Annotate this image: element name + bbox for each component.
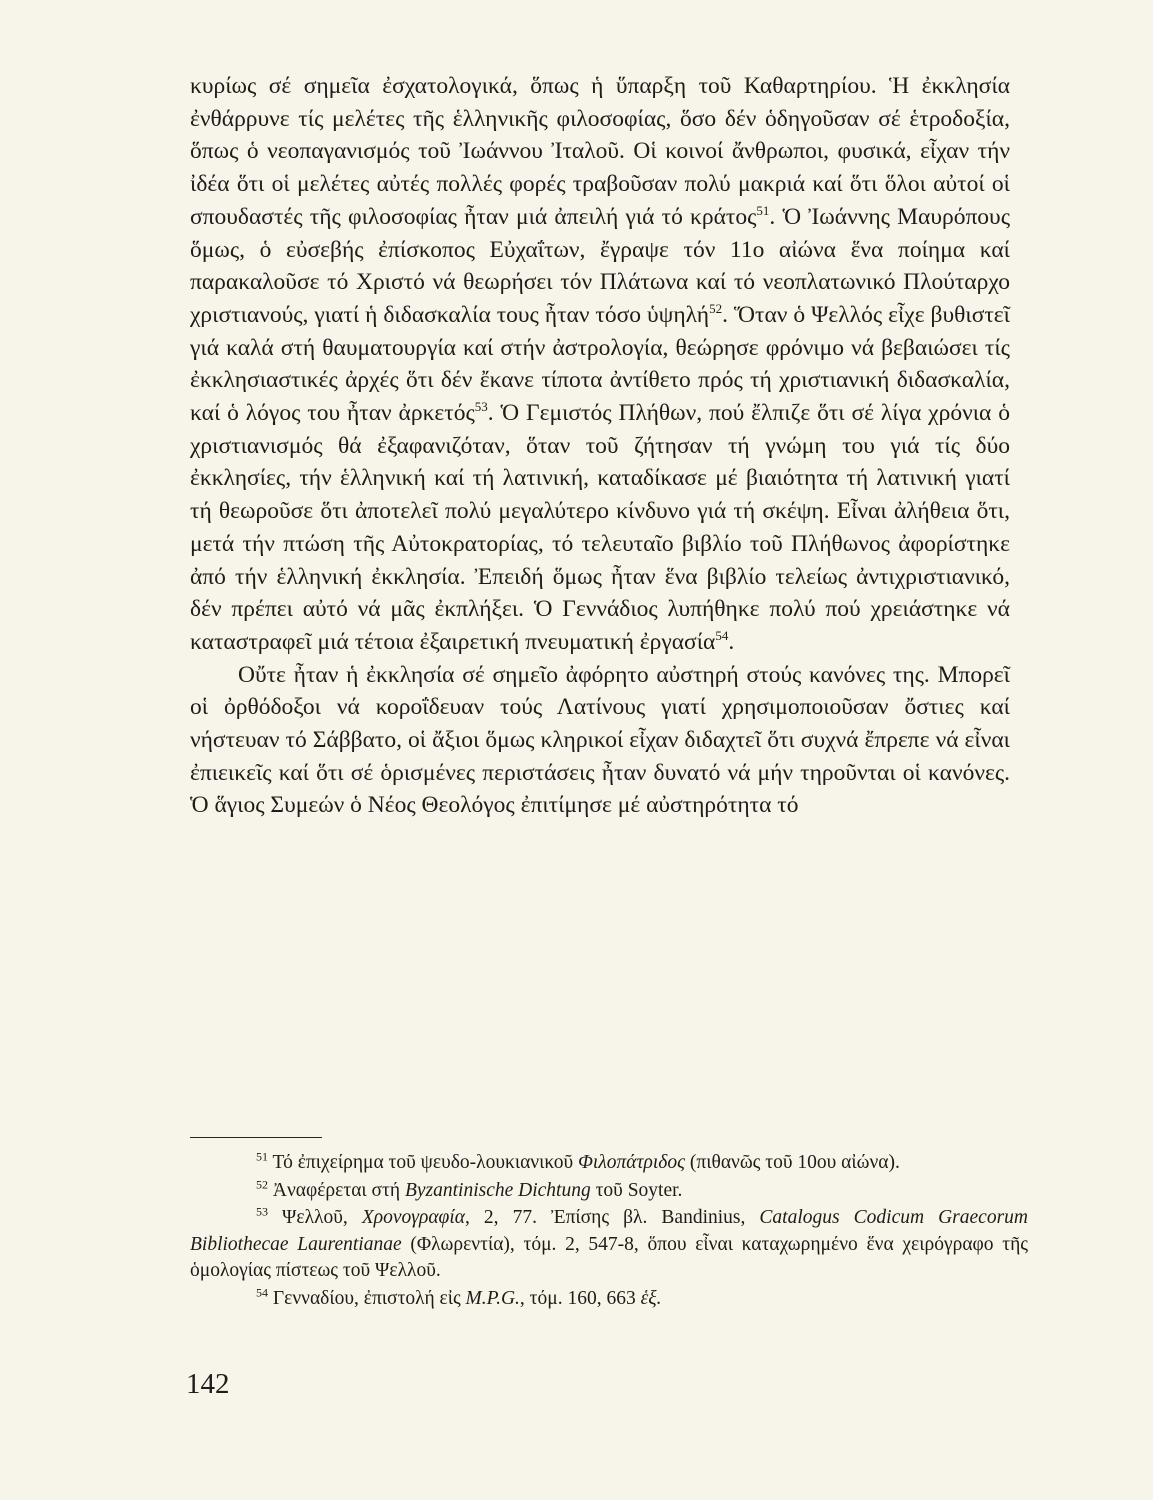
footnote-ref: 52 xyxy=(256,1177,268,1191)
footnote-54: $^{54}$ Γενναδίου, ἐπιστολή εἰς M.P.G., τόμ. 160, 663 ἑξ. xyxy=(256,1285,662,1309)
footnote-ref: 51 xyxy=(756,202,770,218)
italic-title: M.P.G. xyxy=(465,1287,520,1309)
footnote-ref: 53 xyxy=(256,1204,268,1219)
italic-title: Φιλοπάτριδος xyxy=(578,1152,686,1173)
footnote-ref: 54 xyxy=(256,1285,268,1299)
footnote-51: $^{51}$ Τό ἐπιχείρημα τοῦ ψευδο-λουκιανικοῦ Φιλοπάτριδος (πιθανῶς τοῦ 10ου αἰώνα). xyxy=(256,1149,900,1173)
footnote-ref: 52 xyxy=(709,301,723,317)
main-text xyxy=(190,70,1010,822)
italic-title: Catalogus Codicum Graecorum Bibliothecae Laurentianae xyxy=(190,1207,1028,1255)
italic-title: Byzantinische Dichtung xyxy=(404,1179,591,1201)
footnote-52: $^{52}$ Ἀναφέρεται στή Byzantinische Dichtung τοῦ Soyter. xyxy=(256,1177,683,1201)
footnote-ref: 54 xyxy=(715,628,729,644)
paragraph-2: Οὔτε ἦταν ἡ ἐκκλησία σέ σημεῖο ἀφόρητο αὐστηρή στούς κανόνες της. Μπορεῖ οἱ ὀρθόδοξοι νά κοροΐδευαν τούς Λατίνους γιατί χρησιμοποιοῦσαν ὄστιες καί νήστευαν τό Σάββατο, οἱ ἄξιοι ὅμως κληρικοί εἶχαν διδαχτεῖ ὅτι συχνά ἔπρεπε νά εἶναι ἐπιεικεῖς καί ὅτι σέ ὁρισμένες περιστάσεις ἦταν δυνατό νά μήν τηροῦνται οἱ κανόνες. Ὁ ἅγιος Συμεών ὁ Νέος Θεολόγος ἐπιτίμησε μέ αὐστηρότητα τό xyxy=(190,661,1010,819)
footnotes xyxy=(190,1150,1028,1313)
footnote-ref: 53 xyxy=(474,399,488,415)
paragraph-1: κυρίως σέ σημεῖα ἐσχατολογικά, ὅπως ἡ ὕπαρξη τοῦ Καθαρτηρίου. Ἡ ἐκκλησία ἐνθάρρυνε τίς μελέτες τῆς ἑλληνικῆς φιλοσοφίας, ὅσο δέν ὁδηγοῦσαν σέ ἑτροδοξία, ὅπως ὁ νεοπαγανισμός τοῦ Ἰωάννου Ἰταλοῦ. Οἱ κοινοί ἄνθρωποι, φυσικά, εἶχαν τήν ἰδέα ὅτι οἱ μελέτες αὐτές πολλές φορές τραβοῦσαν πολύ μακριά καί ὅτι ὅλοι αὐτοί οἱ σπουδαστές τῆς φιλοσοφίας ἦταν μιά ἀπειλή γιά τό κράτος$^{51}$. Ὁ Ἰωάννης Μαυρόπους ὅμως, ὁ εὐσεβής ἐπίσκοπος Εὐχαΐτων, ἔγραψε τόν 11ο αἰώνα ἕνα ποίημα καί παρακαλοῦσε τό Χριστό νά θεωρήσει τόν Πλάτωνα καί τό νεοπλατωνικό Πλούταρχο χριστιανούς, γιατί ἡ διδασκαλία τους ἦταν τόσο ὑψηλή$^{52}$. Ὅταν ὁ Ψελλός εἶχε βυθιστεῖ γιά καλά στή θαυματουργία καί στήν ἀστρολογία, θεώρησε φρόνιμο νά βεβαιώσει τίς ἐκκλησιαστικές ἀρχές ὅτι δέν ἔκανε τίποτα ἀντίθετο πρός τή χριστιανική διδασκαλία, καί ὁ λόγος του ἦταν ἀρκετός$^{53}$. Ὁ Γεμιστός Πλήθων, πού ἔλπιζε ὅτι σέ λίγα χρόνια ὁ χριστιανισμός θά ἐξαφανιζόταν, ὅταν τοῦ ζήτησαν τή γνώμη του γιά τίς δύο ἐκκλησίες, τήν ἑλληνική καί τή λατινική, καταδίκασε μέ βιαιότητα τή λατινική γιατί τή θεωροῦσε ὅτι ἀποτελεῖ πολύ μεγαλύτερο κίνδυνο γιά τή σκέψη. Εἶναι ἀλήθεια ὅτι, μετά τήν πτώση τῆς Αὐτοκρατορίας, τό τελευταῖο βιβλίο τοῦ Πλήθωνος ἀφορίστηκε ἀπό τήν ἑλληνική ἐκκλησία. Ἐπειδή ὅμως ἦταν ἕνα βιβλίο τελείως ἀντιχριστιανικό, δέν πρέπει αὐτό νά μᾶς ἐκπλήξει. Ὁ Γεννάδιος λυπήθηκε πολύ πού χρειάστηκε νά καταστραφεῖ μιά τέτοια ἐξαιρετική πνευματική ἐργασία$^{54}$. xyxy=(190,73,1010,655)
italic-title: Χρονογραφία xyxy=(361,1207,465,1228)
footnote-53: $^{53}$ Ψελλοῦ, Χρονογραφία, 2, 77. Ἐπίσης βλ. Bandinius, Catalogus Codicum Graecorum Bibliothecae Laurentianae (Φλωρεντία), τόμ. 2, 547-8, ὅπου εἶναι καταχωρημένο ἕνα χειρόγραφο τῆς ὁμολογίας πίστεως τοῦ Ψελλοῦ. xyxy=(190,1204,1029,1281)
page-number: 142 xyxy=(186,1368,230,1400)
footnote-separator xyxy=(190,1137,322,1138)
footnote-ref: 51 xyxy=(256,1149,268,1164)
italic-title: ἑξ. xyxy=(640,1287,662,1309)
